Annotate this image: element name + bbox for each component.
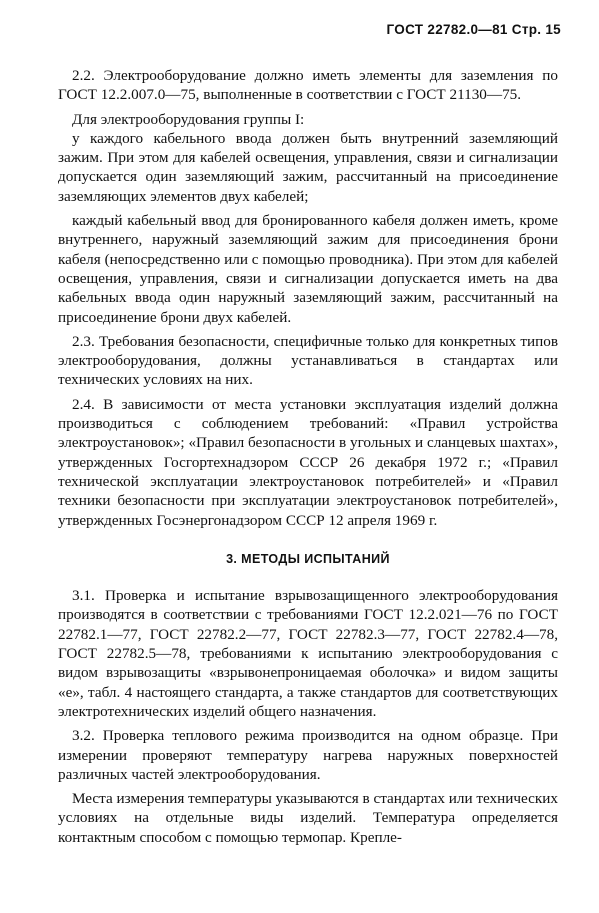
paragraph-2-2: 2.2. Электрооборудование должно иметь элементы для заземления по ГОСТ 12.2.007.0—75, выполненные в соответствии с ГОСТ 21130—75.	[58, 67, 558, 104]
paragraph-group-1-intro: Для электрооборудования группы I:	[72, 110, 305, 128]
running-header: ГОСТ 22782.0—81 Стр. 15	[386, 22, 561, 37]
paragraph-3-1: 3.1. Проверка и испытание взрывозащищенного электрооборудования производятся в соответствии с требованиями ГОСТ 12.2.021—76 по ГОСТ 22782.1—77, ГОСТ 22782.2—77, ГОСТ 22782.3—77, ГОСТ 22782.4—78, ГОСТ 22782.5—78, требованиями к испытанию электрооборудования с видом взрывозащиты «взрывонепроницаемая оболочка» и видом защиты «е», табл. 4 настоящего стандарта, а также стандартов для соответствующих электротехнических изделий общего назначения.	[58, 587, 558, 720]
paragraph-temperature: Места измерения температуры указываются в стандартах или технических условиях на отдельные виды изделий. Температура определяется контактным способом с помощью термопар. Крепле-	[58, 790, 558, 846]
section-title: 3. МЕТОДЫ ИСПЫТАНИЙ	[226, 551, 390, 566]
page-body	[58, 66, 558, 847]
paragraph-2-4: 2.4. В зависимости от места установки эксплуатация изделий должна производиться с соблюдением требований: «Правил устройства электроустановок»; «Правил безопасности в угольных и сланцевых шахтах», утвержденных Госгортехнадзором СССР 26 декабря 1972 г.; «Правил технической эксплуатации электроустановок потребителей» и «Правил техники безопасности при эксплуатации электроустановок потребителей», утвержденных Госэнергонадзором СССР 12 апреля 1969 г.	[58, 395, 558, 529]
paragraph-armored-cable: каждый кабельный ввод для бронированного кабеля должен иметь, кроме внутреннего, наружный заземляющий зажим для присоединения брони кабеля (непосредственно или с помощью проводника). При этом для кабелей освещения, управления, связи и сигнализации допускается иметь на два кабельных ввода один наружный заземляющий зажим, рассчитанный на присоединение брони двух кабелей.	[58, 212, 558, 326]
paragraph-internal-clamp: у каждого кабельного ввода должен быть внутренний заземляющий зажим. При этом для кабелей освещения, управления, связи и сигнализации допускается один заземляющий зажим, рассчитанный на присоединение заземляющих элементов двух кабелей;	[58, 129, 558, 205]
paragraph-2-3: 2.3. Требования безопасности, специфичные только для конкретных типов электрооборудования, должны устанавливаться в стандартах или технических условиях на них.	[58, 332, 558, 389]
paragraph-3-2: 3.2. Проверка теплового режима производится на одном образце. При измерении проверяют температуру нагрева наружных поверхностей различных частей электрооборудования.	[58, 727, 558, 783]
